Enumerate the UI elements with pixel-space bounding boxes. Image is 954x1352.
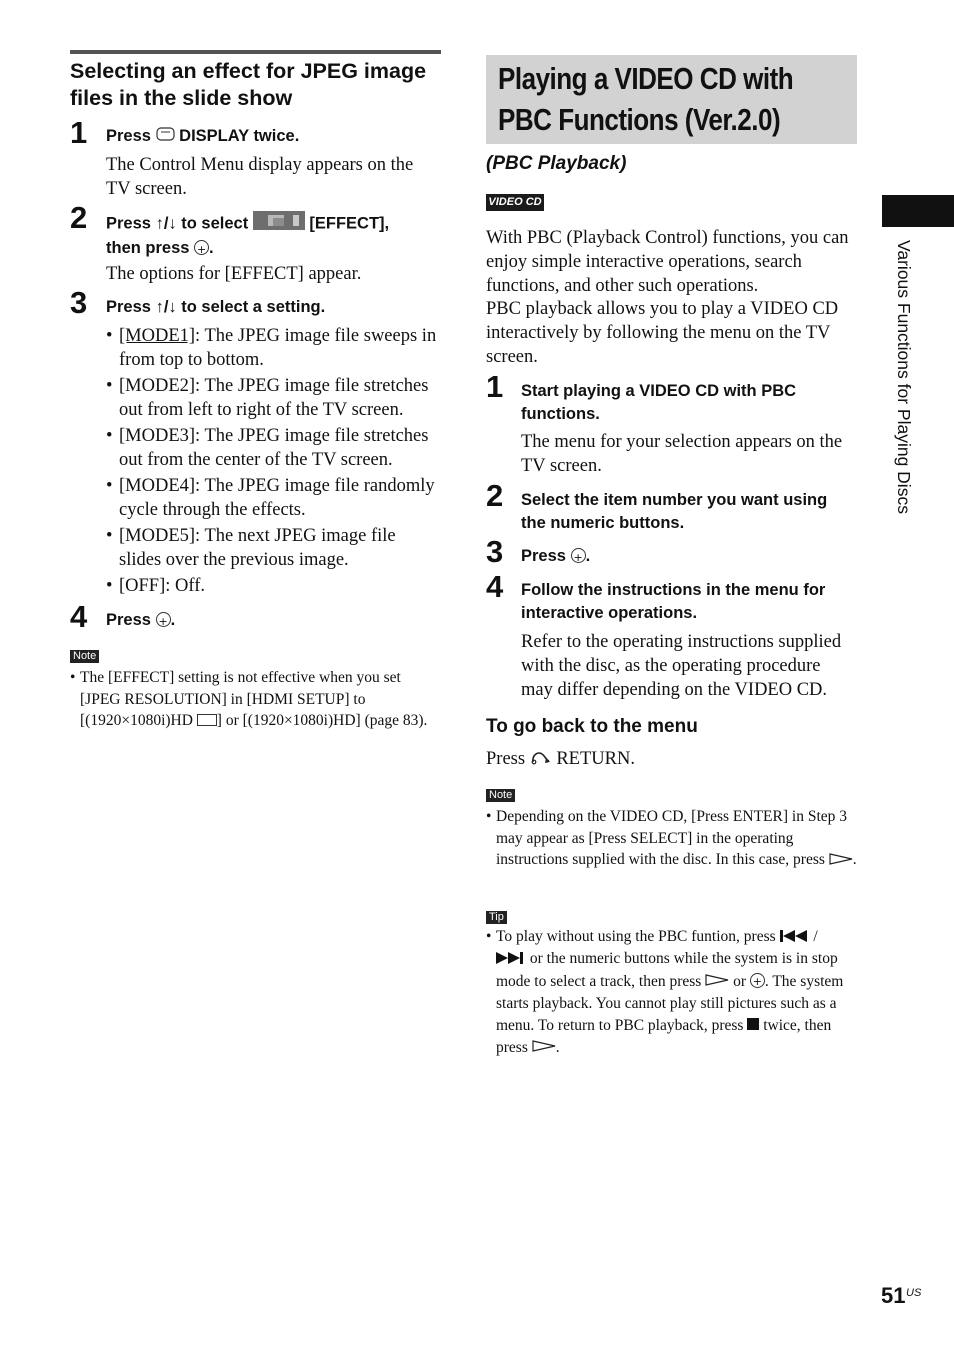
chapter-title-line-2: PBC Functions (Ver.2.0) (498, 102, 781, 137)
note-text-a: Depending on the VIDEO CD, [Press ENTER] in Step 3 may appear as [Press SELECT] in the operating instructions supplied with the disc. In this case, press (496, 808, 848, 869)
step-body: The menu for your selection appears on the TV screen. (521, 432, 843, 476)
step-text: Press (106, 127, 151, 145)
note-text-b: . (852, 851, 857, 869)
step-heading (106, 609, 441, 632)
step-heading (106, 125, 441, 148)
note-text-b: ] or [(1920×1080i)HD] (page 83). (216, 712, 428, 730)
up-down-arrows: ↑/↓ (155, 298, 177, 316)
list-item (106, 524, 441, 572)
enter-button-icon (194, 240, 209, 255)
up-down-arrows: ↑/↓ (155, 214, 177, 233)
step-number: 1 (486, 369, 504, 404)
tip-text-c: or the numeric buttons while the system is in stop mode to select a track, then press (496, 950, 838, 990)
play-icon (705, 971, 729, 993)
step-number: 1 (70, 115, 88, 150)
chapter-tab (882, 195, 954, 227)
stop-icon (747, 1015, 759, 1037)
aspect-ratio-icon (197, 714, 217, 726)
page-number: 51 (881, 1283, 906, 1308)
option-tag: [MODE2] (119, 376, 196, 396)
step-body: Refer to the operating instructions supplied with the disc, as the operating procedure may differ depending on the VIDEO CD. (521, 632, 842, 700)
list-item (106, 324, 441, 372)
previous-icon (780, 927, 810, 949)
step-number: 2 (70, 200, 88, 235)
tip-text-f: twice, then press (496, 1016, 832, 1056)
list-item (106, 424, 441, 472)
page-number-suffix: US (906, 1287, 922, 1299)
play-icon (532, 1037, 556, 1059)
option-tag: [MODE4] (119, 476, 196, 496)
step-text: to select a setting. (181, 298, 326, 316)
step-heading (106, 296, 441, 319)
option-text: : The JPEG image file randomly cycle through the effects. (119, 476, 435, 520)
chapter-title-line-1: Playing a VIDEO CD with (498, 61, 794, 96)
option-text: : The JPEG image file sweeps in from top to bottom. (119, 326, 437, 370)
step-number: 3 (70, 285, 88, 320)
step-number: 2 (486, 478, 504, 513)
option-tag: [MODE5] (119, 526, 196, 546)
step-text: [EFFECT], (309, 214, 390, 233)
option-tag: [MODE3] (119, 426, 196, 446)
back-instruction (486, 747, 856, 772)
tip-text-b: / (813, 928, 818, 945)
step-number: 4 (486, 569, 504, 604)
step-text: . (170, 611, 176, 629)
enter-button-icon (750, 973, 765, 988)
note-badge: Note (486, 789, 515, 802)
option-text: : The JPEG image file stretches out from left to right of the TV screen. (119, 376, 429, 420)
back-text-a: Press (486, 749, 526, 769)
tip-text-g: . (555, 1038, 560, 1056)
tip-text-d: or (733, 972, 746, 990)
step-text: Press (521, 547, 566, 565)
list-item (106, 374, 441, 422)
step-text: Press (106, 611, 151, 629)
step-heading: Follow the instructions in the menu for interactive operations. (521, 581, 826, 622)
step-heading: Select the item number you want using the numeric buttons. (521, 491, 828, 532)
step-text: Press (106, 214, 151, 233)
note-badge: Note (70, 650, 99, 663)
back-text-b: RETURN. (556, 749, 635, 769)
play-icon (829, 850, 853, 872)
intro-paragraph: PBC playback allows you to play a VIDEO CD interactively by following the menu on the TV screen. (486, 299, 839, 367)
step-body: The Control Menu display appears on the TV screen. (106, 155, 414, 199)
chapter-subtitle: (PBC Playback) (486, 153, 627, 174)
return-icon (530, 748, 552, 772)
note-text-a: The [EFFECT] setting is not effective when you set [JPEG RESOLUTION] in [HDMI SETUP] to [(1920×1080i)HD (80, 669, 401, 730)
step-number: 4 (70, 599, 88, 634)
chapter-title (498, 58, 797, 140)
step-text: . (585, 547, 591, 565)
section-rule (70, 50, 441, 54)
option-tag: [OFF] (119, 576, 166, 596)
step-heading (521, 545, 856, 568)
video-cd-badge: VIDEO CD (486, 194, 544, 211)
tip-text-a: To play without using the PBC funtion, press (496, 928, 776, 945)
step-heading: Start playing a VIDEO CD with PBC functions. (521, 382, 797, 423)
enter-button-icon (156, 612, 171, 627)
option-text: : The next JPEG image file slides over the previous image. (119, 526, 396, 570)
next-icon (496, 949, 526, 971)
list-item (106, 574, 441, 598)
option-text: : The JPEG image file stretches out from the center of the TV screen. (119, 426, 429, 470)
section-heading: Selecting an effect for JPEG image files in the slide show (70, 59, 427, 110)
option-text: : Off. (165, 576, 206, 596)
option-tag: [MODE1] (119, 326, 196, 346)
tip-badge: Tip (486, 911, 507, 924)
step-text: DISPLAY twice. (179, 127, 300, 145)
tip-text (486, 926, 866, 1059)
step-number: 3 (486, 534, 504, 569)
step-heading (106, 211, 441, 260)
step-text: . (209, 239, 214, 257)
tip-text-e: . The system starts playback. You cannot play still pictures such as a menu. To return to PBC playback, press (496, 972, 844, 1034)
step-body: The options for [EFFECT] appear. (106, 264, 362, 284)
note-text (70, 667, 445, 732)
display-button-icon (156, 125, 175, 148)
step-text: to select (181, 214, 249, 233)
chapter-tab-text: Various Functions for Playing Discs (894, 240, 914, 514)
effect-menu-icon (253, 211, 305, 237)
intro-paragraph: With PBC (Playback Control) functions, you can enjoy simple interactive operations, search functions, and other such operations. (486, 228, 849, 296)
chapter-tab-label (893, 240, 917, 600)
subsection-heading: To go back to the menu (486, 716, 698, 737)
enter-button-icon (571, 548, 586, 563)
step-text: Press (106, 298, 151, 316)
step-text: then press (106, 239, 190, 257)
note-text (486, 806, 866, 872)
list-item (106, 474, 441, 522)
